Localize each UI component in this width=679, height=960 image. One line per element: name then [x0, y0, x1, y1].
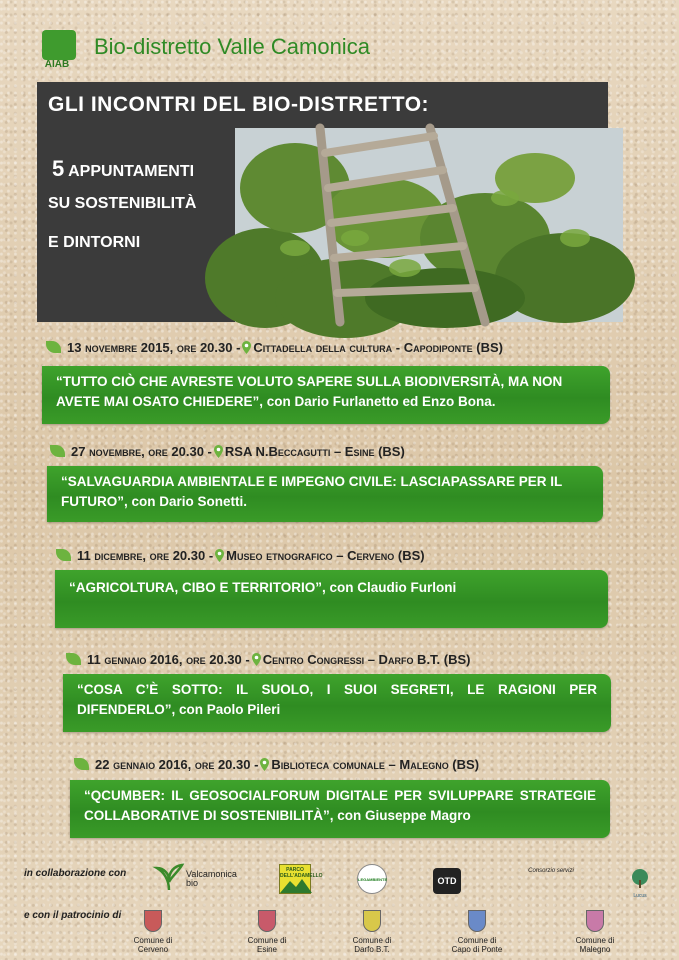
location-pin-icon: [260, 758, 269, 771]
location-pin-icon: [215, 549, 224, 562]
collaboration-label: in collaborazione con: [24, 868, 127, 879]
legambiente-label: LEGAMBIENTE: [358, 877, 388, 882]
patronage-label: e con il patrocinio di: [24, 910, 122, 921]
comune-name: Capo di Ponte: [451, 945, 503, 954]
event-5-header: [74, 757, 479, 772]
logo-text: AIAB: [44, 59, 70, 70]
legambiente-logo: [357, 864, 387, 894]
aiab-logo: [36, 30, 78, 70]
event-date: 11 gennaio 2016, ore 20.30 -: [87, 652, 250, 667]
photo-illustration: [235, 128, 623, 322]
leaf-icon: [56, 549, 71, 561]
parco-label: PARCO DELL'ADAMELLO: [280, 867, 323, 879]
event-date: 11 dicembre, ore 20.30 -: [77, 548, 214, 563]
coat-of-arms-icon: [144, 910, 162, 932]
comune-name: Cerveno: [137, 945, 169, 954]
consorzio-logo: Consorzio servizi: [528, 868, 574, 874]
leaf-icon: [50, 445, 65, 457]
mountain-icon: [280, 877, 312, 893]
lucus-label: Lucus: [633, 893, 647, 899]
brand-title: Bio-distretto Valle Camonica: [94, 34, 370, 59]
location-pin-icon: [252, 653, 261, 666]
event-5-description: “QCUMBER: IL GEOSOCIALFORUM DIGITALE PER SVILUPPARE STRATEGIE COLLABORATIVE DI SOSTENIBILITÀ”, con Giuseppe Magro: [70, 780, 610, 838]
coat-of-arms-icon: [468, 910, 486, 932]
coat-of-arms-icon: [258, 910, 276, 932]
parco-adamello-logo: [279, 864, 323, 894]
subtitle-number: 5: [52, 156, 65, 181]
location-pin-icon: [214, 445, 223, 458]
event-place: Cittadella della cultura - Capodiponte (BS): [253, 340, 503, 355]
lucus-logo: [626, 868, 654, 899]
comune-name: Esine: [256, 945, 277, 954]
event-1-header: [46, 340, 503, 355]
comune-label: Comune di: [247, 936, 287, 945]
event-place: Centro Congressi – Darfo B.T. (BS): [262, 652, 471, 667]
event-2-header: [50, 444, 405, 459]
valcamonica-bio-logo: [154, 862, 237, 894]
subtitle-word: APPUNTAMENTI: [68, 163, 195, 180]
leaf-icon: [46, 341, 61, 353]
event-date: 13 novembre 2015, ore 20.30 -: [67, 340, 241, 355]
sprout-icon: [154, 862, 184, 892]
main-title: GLI INCONTRI DEL BIO-DISTRETTO:: [48, 93, 430, 116]
comune-label: Comune di: [575, 936, 615, 945]
coat-of-arms-icon: [363, 910, 381, 932]
subtitle-line-1: [52, 156, 194, 182]
event-place: RSA N.Beccagutti – Esine (BS): [224, 444, 405, 459]
tree-ladder-photo: [235, 128, 623, 322]
event-3-header: [56, 548, 425, 563]
comune-label: Comune di: [133, 936, 173, 945]
subtitle-line-2: SU SOSTENIBILITÀ: [48, 195, 197, 212]
location-pin-icon: [242, 341, 251, 354]
comune-cerveno: [118, 910, 188, 954]
subtitle-line-3: E DINTORNI: [48, 234, 141, 251]
comune-label: Comune di: [352, 936, 392, 945]
tree-icon: [626, 868, 654, 888]
comune-darfo: [337, 910, 407, 954]
event-2-description: “SALVAGUARDIA AMBIENTALE E IMPEGNO CIVILE: LASCIAPASSARE PER IL FUTURO”, con Dario Sonetti.: [47, 466, 603, 522]
event-date: 27 novembre, ore 20.30 -: [71, 444, 212, 459]
comune-label: Comune di: [457, 936, 497, 945]
valcamonica-label: Valcamonica bio: [186, 869, 237, 888]
comune-esine: [232, 910, 302, 954]
event-4-description: “COSA C’È SOTTO: IL SUOLO, I SUOI SEGRETI, LE RAGIONI PER DIFENDERLO”, con Paolo Pileri: [63, 674, 611, 732]
event-date: 22 gennaio 2016, ore 20.30 -: [95, 757, 259, 772]
event-place: Biblioteca comunale – Malegno (BS): [271, 757, 480, 772]
event-1-description: “TUTTO CIÒ CHE AVRESTE VOLUTO SAPERE SULLA BIODIVERSITÀ, MA NON AVETE MAI OSATO CHIEDERE”, con Dario Furlanetto ed Enzo Bona.: [42, 366, 610, 424]
comune-malegno: [560, 910, 630, 954]
leaf-logo-icon: [42, 30, 76, 60]
comune-capo-di-ponte: [442, 910, 512, 954]
event-4-header: [66, 652, 471, 667]
leaf-icon: [66, 653, 81, 665]
coat-of-arms-icon: [586, 910, 604, 932]
comune-name: Malegno: [579, 945, 611, 954]
event-3-description: “AGRICOLTURA, CIBO E TERRITORIO”, con Claudio Furloni: [55, 570, 608, 628]
comune-name: Darfo B.T.: [354, 945, 390, 954]
otd-logo: OTD: [433, 868, 461, 894]
leaf-icon: [74, 758, 89, 770]
event-place: Museo etnografico – Cerveno (BS): [226, 548, 425, 563]
